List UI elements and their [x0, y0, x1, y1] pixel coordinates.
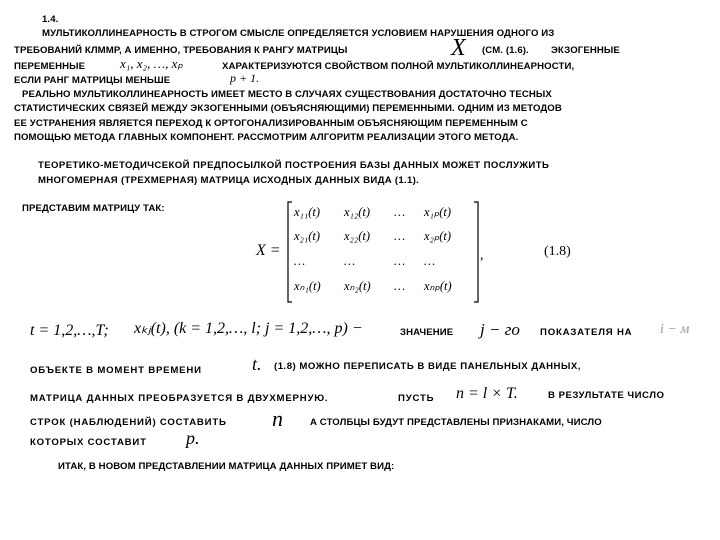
text-panel: (1.8) МОЖНО ПЕРЕПИСАТЬ В ВИДЕ ПАНЕЛЬНЫХ ДАННЫХ, [274, 361, 581, 372]
p1-line1: МУЛЬТИКОЛЛИНЕАРНОСТЬ В СТРОГОМ СМЫСЛЕ ОПРЕДЕЛЯЕТСЯ УСЛОВИЕМ НАРУШЕНИЯ ОДНОГО ИЗ [42, 28, 555, 39]
matrix-row-4 [294, 278, 474, 294]
text-obekte: ОБЪЕКТЕ В МОМЕНТ ВРЕМЕНИ [30, 365, 202, 376]
matrix-row-2 [294, 228, 474, 244]
p3-line2: МНОГОМЕРНАЯ (ТРЕХМЕРНАЯ) МАТРИЦА ИСХОДНЫХ ДАННЫХ ВИДА (1.1). [38, 175, 420, 186]
cell-2-1: x₂₁(t) [294, 229, 321, 243]
text-rows: СТРОК (НАБЛЮДЕНИЙ) СОСТАВИТЬ [30, 417, 227, 428]
p1-line3-rest: ХАРАКТЕРИЗУЮТСЯ СВОЙСТВОМ ПОЛНОЙ МУЛЬТИКОЛЛИНЕАРНОСТИ, [222, 61, 575, 72]
cell-3-1: … [294, 254, 306, 268]
p2-line2: СТАТИСТИЧЕСКИХ СВЯЗЕЙ МЕЖДУ ЭКЗОГЕННЫМИ (ОБЪЯСНЯЮЩИМИ) ПЕРЕМЕННЫМИ. ОДНИМ ИЗ МЕТОДОВ [14, 103, 562, 114]
cell-1-1: x₁₁(t) [294, 205, 321, 219]
formula-t: t. [252, 354, 262, 374]
cell-3-3: … [394, 254, 406, 268]
text-columns: А СТОЛБЦЫ БУДУТ ПРЕДСТАВЛЕНЫ ПРИЗНАКАМИ, ЧИСЛО [310, 417, 602, 428]
formula-i-m: i − м [660, 322, 690, 337]
text-itak: ИТАК, В НОВОМ ПРЕДСТАВЛЕНИИ МАТРИЦА ДАННЫХ ПРИМЕТ ВИД: [58, 461, 395, 472]
rank-formula: p + 1. [230, 71, 260, 85]
p1-line2-exog: ЭКЗОГЕННЫЕ [551, 45, 620, 56]
cell-2-2: x₂₂(t) [344, 229, 371, 243]
cell-1-4: x₁ₚ(t) [424, 205, 452, 219]
p2-line3: ЕЕ УСТРАНЕНИЯ ЯВЛЯЕТСЯ ПЕРЕХОД К ОРТОГОНАЛИЗИРОВАННЫМ ОБЪЯСНЯЮЩИМ ПЕРЕМЕННЫМ С [14, 118, 528, 129]
matrix-row-1 [294, 204, 474, 220]
cell-4-4: xₙₚ(t) [424, 279, 452, 293]
section-number: 1.4. [42, 14, 59, 25]
text-matrix-2d: МАТРИЦА ДАННЫХ ПРЕОБРАЗУЕТСЯ В ДВУХМЕРНУЮ. [30, 393, 329, 404]
p2-line1: РЕАЛЬНО МУЛЬТИКОЛЛИНЕАРНОСТЬ ИМЕЕТ МЕСТО В СЛУЧАЯХ СУЩЕСТВОВАНИЯ ДОСТАТОЧНО ТЕСНЫХ [22, 89, 552, 100]
cell-3-2: … [344, 254, 356, 268]
formula-p: p. [186, 428, 200, 448]
matrix-row-3 [294, 254, 474, 269]
formula-xkj: xₖⱼ(t), (k = 1,2,…, l; j = 1,2,…, p) − [134, 320, 363, 337]
formula-n-def: n = l × T. [456, 385, 518, 402]
p1-line2-ref: (СМ. (1.6). [482, 45, 529, 56]
formula-j-go: j − го [480, 320, 520, 339]
formula-t-range: t = 1,2,…,T; [30, 322, 109, 339]
cell-4-1: xₙ₁(t) [294, 279, 321, 293]
text-kotoryh: КОТОРЫХ СОСТАВИТ [30, 437, 147, 448]
text-znachenie: ЗНАЧЕНИЕ [400, 327, 454, 338]
variables-formula: x₁, x₂, …, xₚ [120, 56, 183, 71]
p2-line4: ПОМОЩЬЮ МЕТОДА ГЛАВНЫХ КОМПОНЕНТ. РАССМОТРИМ АЛГОРИТМ РЕАЛИЗАЦИИ ЭТОГО МЕТОДА. [14, 132, 519, 143]
cell-4-2: xₙ₂(t) [344, 279, 371, 293]
formula-n: n [272, 406, 283, 431]
cell-2-4: x₂ₚ(t) [424, 229, 452, 243]
p1-line3: ПЕРЕМЕННЫЕ [14, 61, 86, 72]
cell-2-3: … [394, 229, 406, 243]
text-pokazatelya: ПОКАЗАТЕЛЯ НА [540, 327, 633, 338]
matrix-lhs: X = [256, 242, 281, 259]
cell-1-2: x₁₂(t) [344, 205, 371, 219]
p1-line2: ТРЕБОВАНИЙ КЛММР, А ИМЕННО, ТРЕБОВАНИЯ К РАНГУ МАТРИЦЫ [14, 45, 348, 56]
matrix-symbol-x: X [451, 35, 466, 61]
p4-text: ПРЕДСТАВИМ МАТРИЦУ ТАК: [22, 203, 165, 214]
cell-3-4: … [424, 254, 436, 268]
p3-line1: ТЕОРЕТИКО-МЕТОДИЧСЕКОЙ ПРЕДПОСЫЛКОЙ ПОСТРОЕНИЯ БАЗЫ ДАННЫХ МОЖЕТ ПОСЛУЖИТЬ [38, 160, 550, 171]
matrix-formula [256, 198, 484, 308]
matrix-comma: , [480, 248, 484, 263]
text-result: В РЕЗУЛЬТАТЕ ЧИСЛО [548, 390, 665, 401]
p1-line4: ЕСЛИ РАНГ МАТРИЦЫ МЕНЬШЕ [14, 75, 171, 86]
cell-4-3: … [394, 279, 406, 293]
text-pust: ПУСТЬ [398, 393, 435, 404]
cell-1-3: … [394, 205, 406, 219]
equation-number: (1.8) [544, 244, 571, 259]
